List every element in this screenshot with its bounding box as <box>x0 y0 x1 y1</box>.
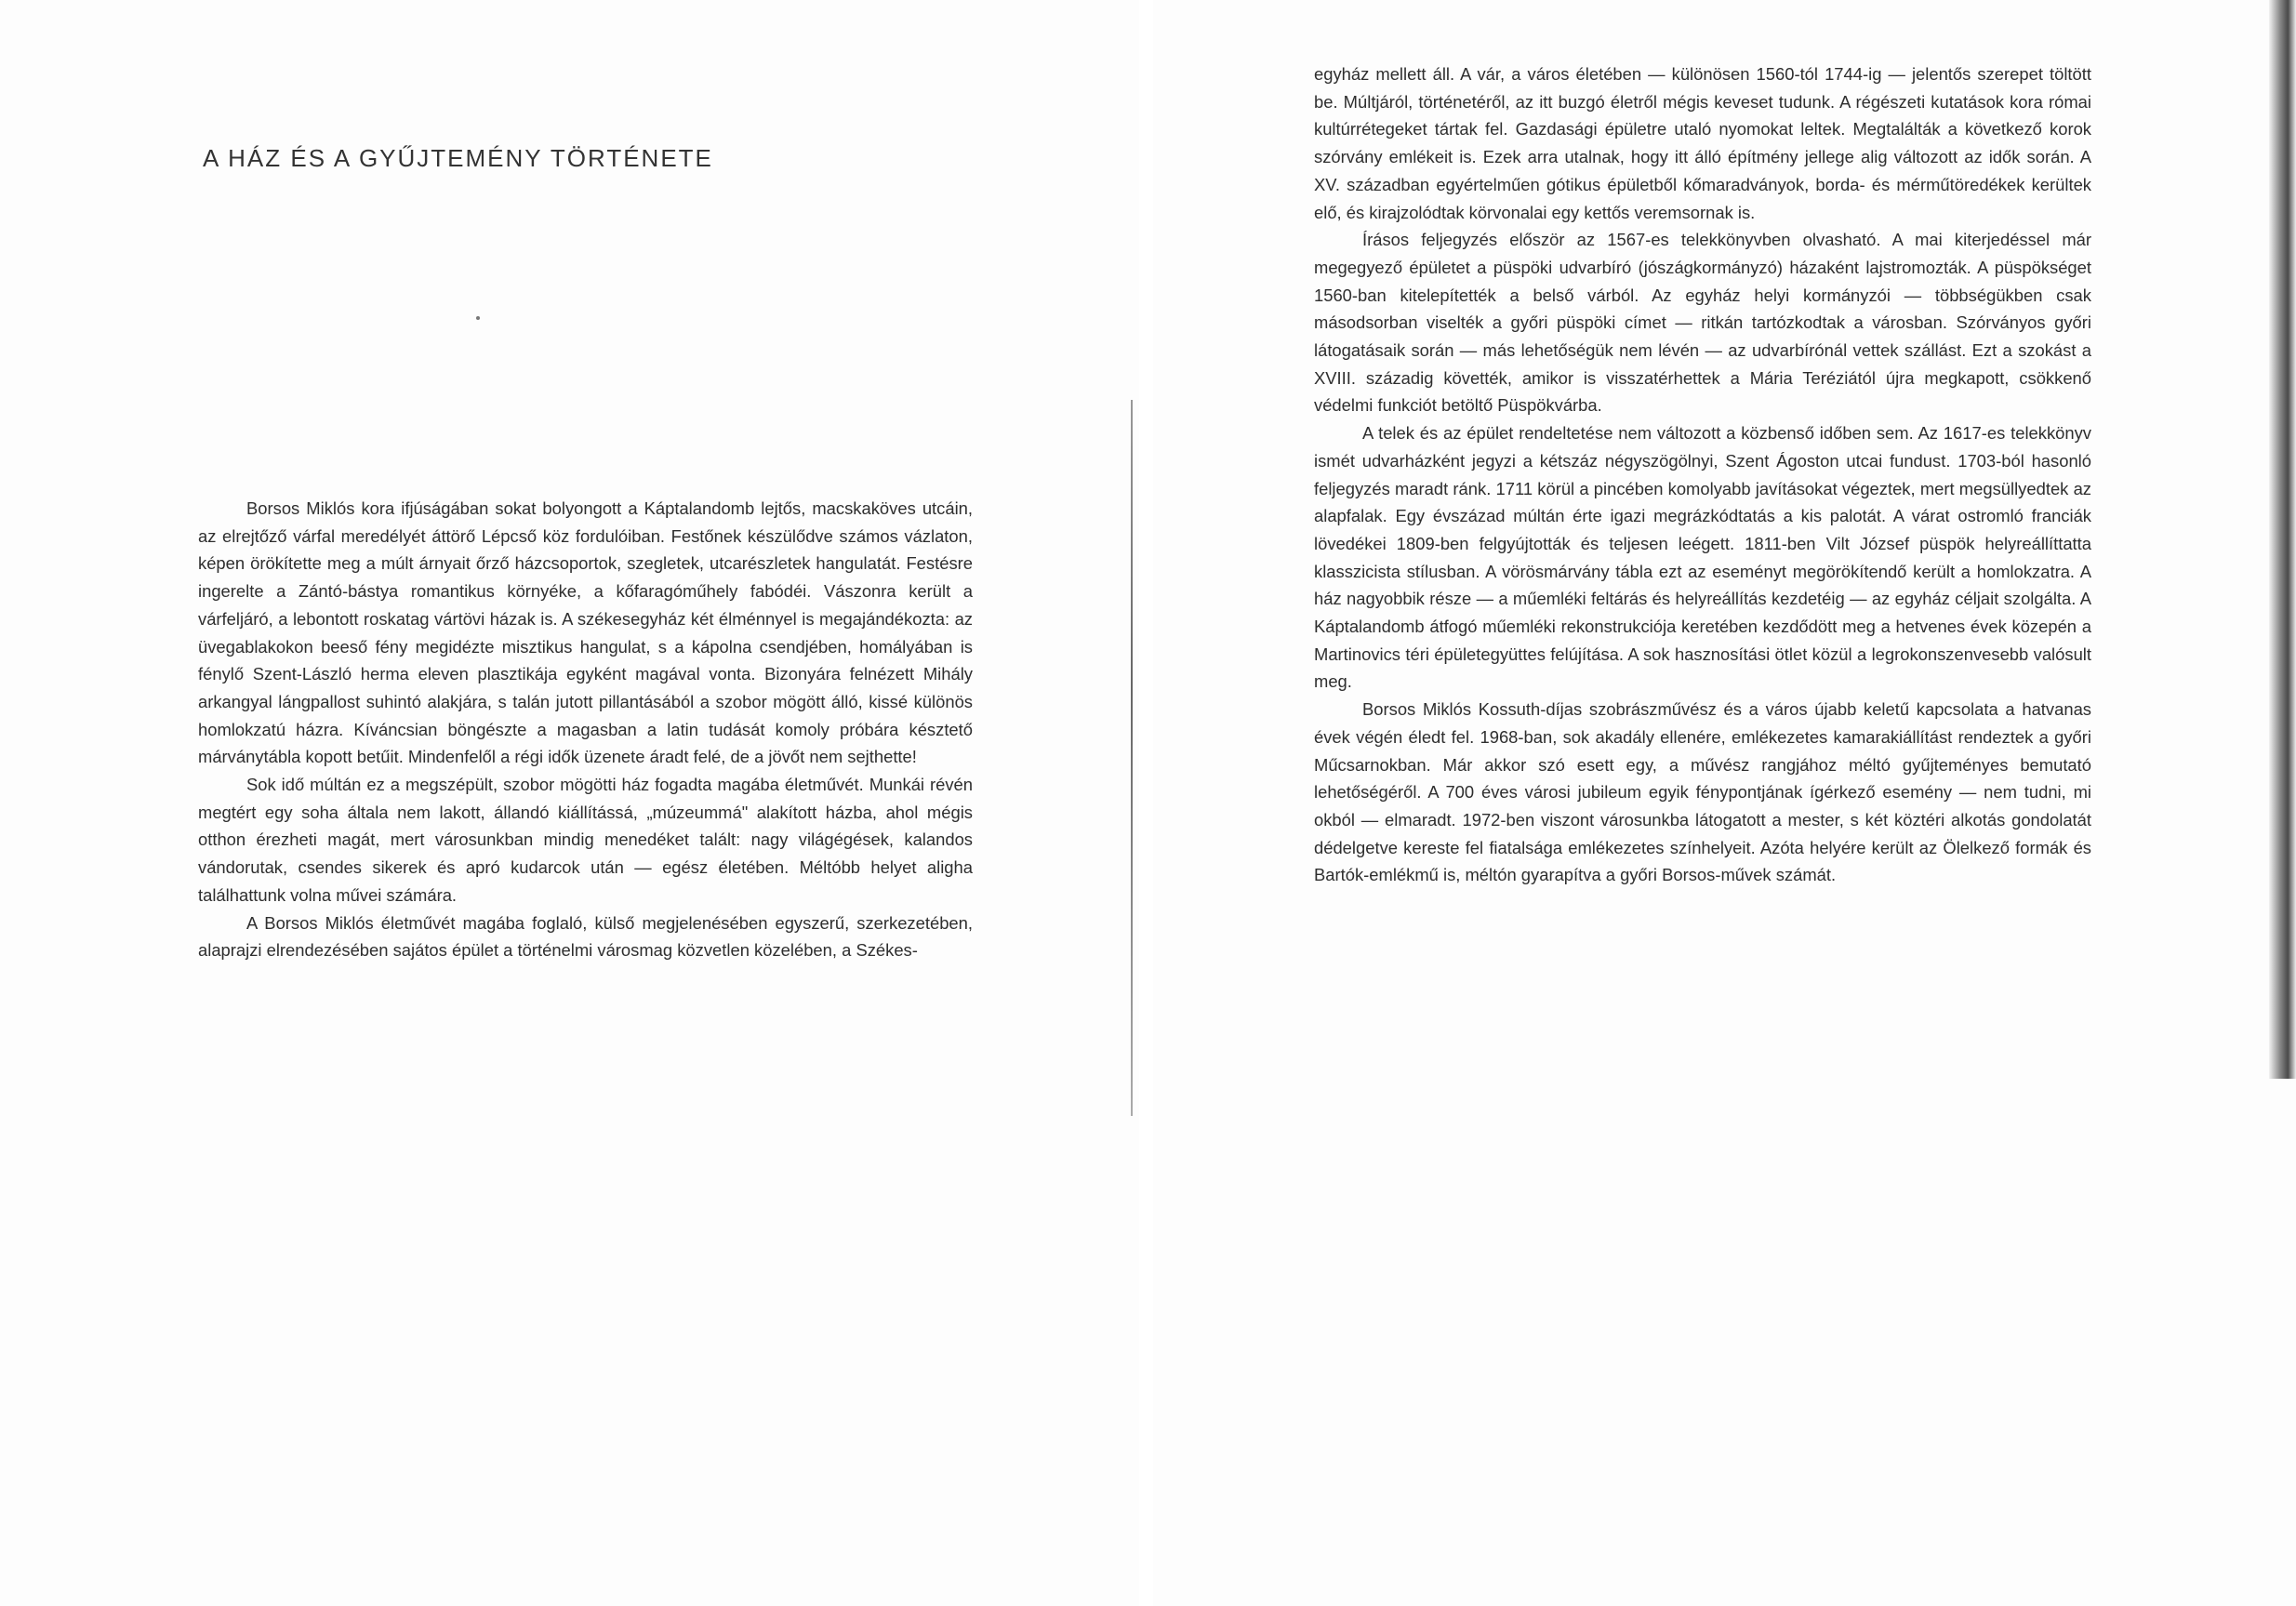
page-fold-shadow <box>1131 400 1133 1116</box>
left-paragraph-3: A Borsos Miklós életművét magába foglaló, külső megjelenésében egyszerű, szerkezetében, alaprajzi elrendezésében sajátos épület a történelmi városmag közvetlen közelében, a Székes- <box>198 912 973 961</box>
left-paragraph-2: Sok idő múltán ez a megszépült, szobor mögötti ház fogadta magába életművét. Munkái révén megtért egy soha általa nem lakott, állandó kiállítássá, „múzeummá" alakított házba, ahol mégis otthon érezheti magát, mert városunkban mindig menedéket talált: nagy világégések, kalandos vándorutak, csendes sikerek és apró kudarcok után — egész életében. Méltóbb helyet aligha találhattunk volna művei számára. <box>198 775 973 905</box>
right-paragraph-1: egyház mellett áll. A vár, a város életében — különösen 1560-tól 1744-ig — jelentős szerepet töltött be. Múltjáról, történetéről, az itt buzgó életről mégis keveset tudunk. A régészeti kutatások kora római kultúrrétegeket tártak fel. Gazdasági épületre utaló nyomokat leltek. Megtalálták a következő korok szórvány emlékeit is. Ezek arra utalnak, hogy itt álló építmény jellege alig változott az idők során. A XV. században egyértelműen gótikus épületből kőmaradványok, borda- és mérműtöredékek kerültek elő, és kirajzolódtak körvonalai egy kettős veremsornak is. <box>1314 64 2091 222</box>
right-paragraph-4: Borsos Miklós Kossuth-díjas szobrászművész és a város újabb keletű kapcsolata a hatvanas évek végén éledt fel. 1968-ban, sok akadály ellenére, emlékezetes kamarakiállítást rendeztek a győri Műcsarnokban. Már akkor szó esett egy, a művész rangjához méltó gyűjteményes bemutató lehetőségéről. A 700 éves városi jubileum egyik fénypontjának ígérkező esemény — nem tudni, mi okból — elmaradt. 1972-ben viszont városunkba látogatott a mester, s két köztéri alkotás gondolatát dédelgetve kereste fel fiatalsága emlékezetes színhelyeit. Azóta helyére került az Ölelkező formák és Bartók-emlékmű is, méltón gyarapítva a győri Borsos-művek számát. <box>1314 699 2091 885</box>
page-title: A HÁZ ÉS A GYŰJTEMÉNY TÖRTÉNETE <box>203 144 713 172</box>
right-paragraph-3: A telek és az épület rendeltetése nem változott a közbenső időben sem. Az 1617-es telekkönyv ismét udvarházként jegyzi a kétszáz négyszögölnyi, Szent Ágoston utcai fundust. 1703-ból hasonló feljegyzés maradt ránk. 1711 körül a pincében komolyabb javításokat végeztek, mert megsüllyedtek az alapfalak. Egy évszázad múltán érte igazi megrázkódtatás a kis palotát. A várat ostromló franciák lövedékei 1809-ben felgyújtották és teljesen leégett. 1811-ben Vilt József püspök helyreállíttatta klasszicista stílusban. A vörösmárvány tábla ezt az eseményt megörökítendő került a homlokzatra. A ház nagyobbik része — a műemléki feltárás és helyreállítás kezdetéig — az egyház céljait szolgálta. A Káptalandomb átfogó műemléki rekonstrukciója keretében kezdődött meg a hetvenes évek közepén a Martinovics téri épületegyüttes felújítása. A sok hasznosítási ötlet közül a legrokonszenvesebb valósult meg. <box>1314 423 2091 692</box>
left-paragraph-1: Borsos Miklós kora ifjúságában sokat bolyongott a Káptalandomb lejtős, macskaköves utcáin, az elrejtőző várfal meredélyét áttörő Lépcső köz fordulóiban. Festőnek készülődve számos vázlaton, képen örökítette meg a múlt árnyait őrző házcsoportok, szegletek, utcarészletek hangulatát. Festésre ingerelte a Zántó-bástya romantikus környéke, a kőfaragóműhely fabódéi. Vászonra került a várfeljáró, a lebontott roskatag vártövi házak is. A székesegyház két élménnyel is megajándékozta: az üvegablakokon beeső fény megidézte misztikus hangulat, s a kápolna csendjében, homályában is fénylő Szent-László herma eleven plasztikája egyként magával vonta. Bizonyára felnézett Mihály arkangyal lángpallost suhintó alakjára, s talán jutott pillantásából a szobor mögött álló, kissé különös homlokzatú házra. Kíváncsian böngészte a magasban a latin tudását komoly próbára késztető márványtábla kopott betűit. Mindenfelől a régi idők üzenete áradt felé, de a jövőt nem sejthette! <box>198 498 973 767</box>
left-page-body <box>198 495 973 964</box>
right-page-body <box>1314 60 2091 889</box>
scan-speck <box>476 316 480 320</box>
scan-edge-shadow <box>2269 0 2296 1079</box>
left-page <box>0 0 1139 1606</box>
right-paragraph-2: Írásos feljegyzés először az 1567-es telekkönyvben olvasható. A mai kiterjedéssel már megegyező épületet a püspöki udvarbíró (jószágkormányzó) házaként lajstromozták. A püspökséget 1560-ban kitelepítették a belső várból. Az egyház helyi kormányzói — többségükben csak másodsorban viselték a győri püspöki címet — ritkán tartózkodtak a városban. Szórványos győri látogatásaik során — más lehetőségük nem lévén — az udvarbírónál vettek szállást. Ezt a szokást a XVIII. századig követték, amikor is visszatérhettek a Mária Teréziától újra megkapott, csökkenő védelmi funkciót betöltő Püspökvárba. <box>1314 230 2091 416</box>
